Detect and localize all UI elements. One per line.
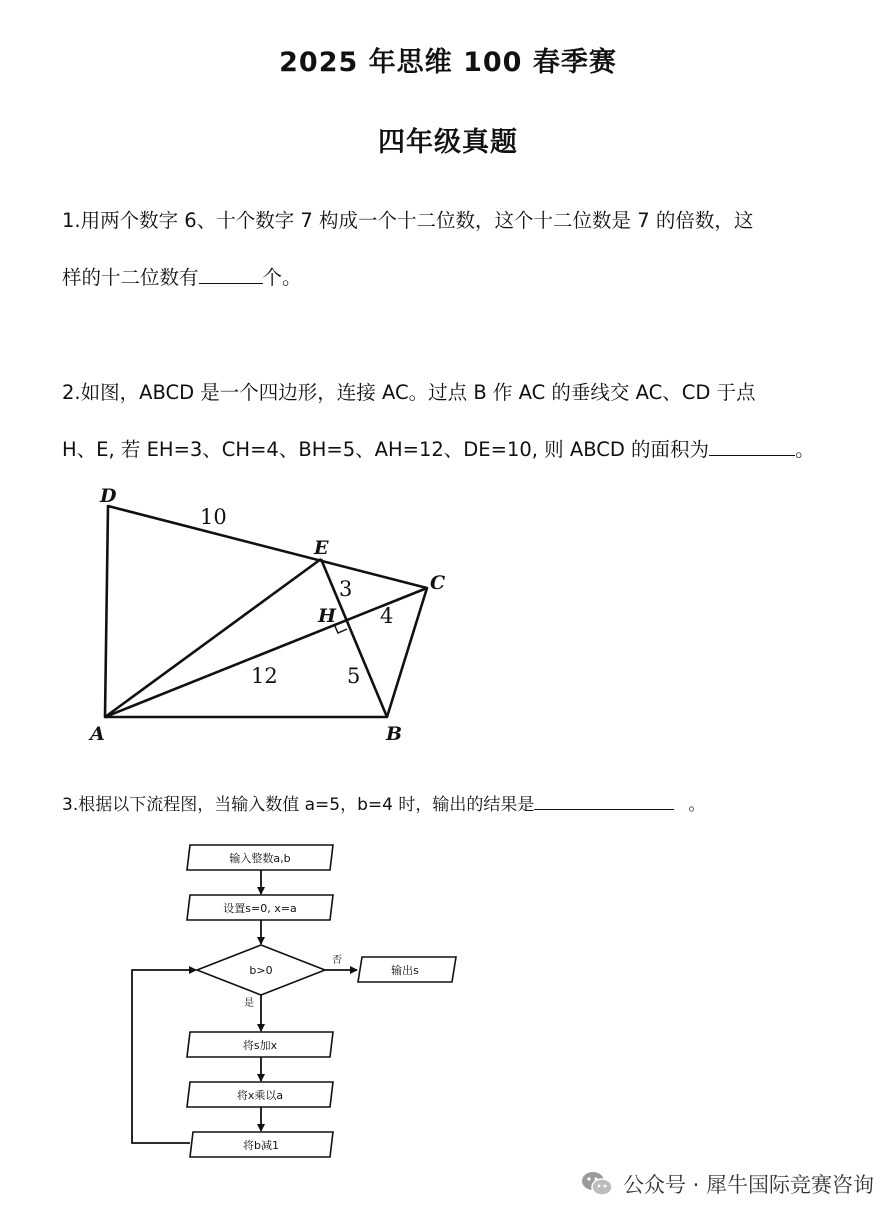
question-1-line1: 1.用两个数字 6、十个数字 7 构成一个十二位数，这个十二位数是 7 的倍数，这 bbox=[62, 209, 754, 232]
flow-step3-text: 将b减1 bbox=[243, 1139, 279, 1152]
length-ch: 4 bbox=[380, 604, 394, 628]
question-2-text-before: H、E, 若 EH=3、CH=4、BH=5、AH=12、DE=10, 则 ABCD 的面积为 bbox=[62, 438, 710, 461]
label-point-a: A bbox=[90, 723, 105, 745]
flow-no-label: 否 bbox=[332, 955, 342, 966]
question-1-text-after: 个。 bbox=[262, 266, 302, 289]
flow-input-text: 输入整数a,b bbox=[229, 852, 291, 865]
page-subtitle: 四年级真题 bbox=[378, 127, 518, 158]
watermark-text: 公众号 · 犀牛国际竞赛咨询 bbox=[622, 1173, 874, 1197]
flow-yes-label: 是 bbox=[244, 998, 254, 1009]
length-bh: 5 bbox=[347, 664, 361, 688]
page-title: 2025 年思维 100 春季赛 bbox=[279, 47, 617, 78]
question-1-text-before: 样的十二位数有 bbox=[62, 266, 199, 289]
flow-condition-text: b>0 bbox=[249, 964, 273, 977]
question-3-text-before: 3.根据以下流程图，当输入数值 a=5，b=4 时，输出的结果是 bbox=[62, 795, 535, 815]
flow-init-text: 设置s=0, x=a bbox=[223, 902, 297, 915]
question-3-text-after: 。 bbox=[688, 795, 706, 815]
length-de: 10 bbox=[200, 505, 227, 529]
flow-step1-text: 将s加x bbox=[242, 1039, 278, 1052]
length-ah: 12 bbox=[251, 664, 278, 688]
question-2-line1: 2.如图，ABCD 是一个四边形，连接 AC。过点 B 作 AC 的垂线交 AC、CD 于点 bbox=[62, 381, 756, 404]
label-point-h: H bbox=[318, 605, 336, 627]
wechat-icon bbox=[579, 1166, 615, 1202]
label-point-c: C bbox=[430, 572, 446, 594]
watermark bbox=[579, 1164, 874, 1204]
flow-output-text: 输出s bbox=[391, 964, 419, 977]
label-point-d: D bbox=[100, 485, 117, 507]
length-eh: 3 bbox=[339, 577, 353, 601]
label-point-e: E bbox=[314, 537, 329, 559]
label-point-b: B bbox=[386, 723, 403, 745]
question-2-text-after: 。 bbox=[795, 438, 815, 461]
flow-step2-text: 将x乘以a bbox=[236, 1089, 284, 1102]
